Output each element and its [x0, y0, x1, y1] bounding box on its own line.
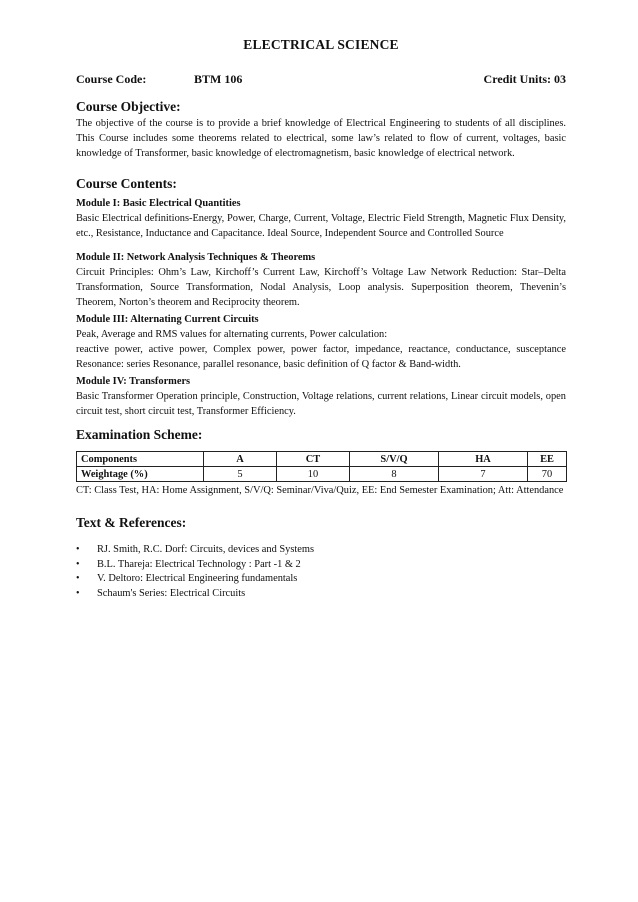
table-header-cell: CT: [277, 452, 350, 467]
table-row: [77, 467, 567, 482]
module-title: Module III: Alternating Current Circuits: [76, 314, 259, 325]
document-title: ELECTRICAL SCIENCE: [243, 37, 399, 52]
table-cell: 70: [528, 467, 567, 482]
module-body: Peak, Average and RMS values for alternating currents, Power calculation:: [76, 329, 388, 340]
table-header-cell: EE: [528, 452, 567, 467]
reference-text: V. Deltoro: Electrical Engineering fundamentals: [97, 573, 298, 585]
exam-heading: Examination Scheme:: [76, 427, 203, 442]
table-header-cell: Components: [77, 452, 204, 467]
table-header-cell: A: [204, 452, 277, 467]
table-header-cell: S/V/Q: [350, 452, 439, 467]
module-body: reactive power, active power, Complex power, power factor, impedance, reactance, conductance, susceptance Resonance: series Resonance, parallel resonance, basic definition of Q factor & Band-width.: [76, 344, 566, 370]
module-title: Module I: Basic Electrical Quantities: [76, 198, 241, 209]
course-code-label: Course Code:: [76, 72, 147, 86]
module-4: [76, 374, 566, 419]
module-title: Module II: Network Analysis Techniques & Theorems: [76, 252, 316, 263]
module-1: [76, 196, 566, 241]
bullet-icon: •: [76, 587, 80, 599]
objective-heading: Course Objective:: [76, 99, 181, 114]
table-cell: 5: [204, 467, 277, 482]
credit-units: Credit Units: 03: [483, 72, 566, 86]
course-code-value: BTM 106: [194, 72, 243, 86]
module-body: Basic Electrical definitions-Energy, Power, Charge, Current, Voltage, Electric Field Strength, Magnetic Flux Density, etc., Resistance, Inductance and Capacitance. Ideal Source, Independent Source and Controlled Source: [76, 213, 566, 239]
list-item: [76, 587, 566, 602]
exam-table: [76, 451, 567, 482]
reference-text: B.L. Thareja: Electrical Technology : Part -1 & 2: [97, 558, 301, 570]
contents-heading: Course Contents:: [76, 176, 177, 191]
table-header-row: [77, 452, 567, 467]
module-3: [76, 312, 566, 372]
reference-text: RJ. Smith, R.C. Dorf: Circuits, devices and Systems: [97, 544, 315, 555]
reference-text: Schaum's Series: Electrical Circuits: [97, 587, 246, 599]
module-body: Circuit Principles: Ohm’s Law, Kirchoff’s Current Law, Kirchoff’s Voltage Law Network Reduction: Star–Delta Transformation, Source Transformation, Nodal Analysis, Loop analysis. Superposition theorem, Thevenin’s Theorem, Norton’s theorem and Reciprocity theorem.: [76, 267, 566, 308]
references-heading: Text & References:: [76, 515, 187, 530]
table-header-cell: HA: [439, 452, 528, 467]
list-item: [76, 543, 566, 558]
exam-legend: CT: Class Test, HA: Home Assignment, S/V/Q: Seminar/Viva/Quiz, EE: End Semester Examination; Att: Attendance: [76, 485, 564, 496]
bullet-icon: •: [76, 558, 80, 570]
objective-text: The objective of the course is to provide a brief knowledge of Electrical Engineering to students of all disciplines. This Course includes some theorems related to electrical, some law’s related to flow of current, voltages, basic knowledge of Transformer, basic knowledge of electromagnetism, basic knowledge of electrical network.: [76, 118, 566, 159]
list-item: [76, 558, 566, 573]
references-list: [76, 543, 566, 601]
table-cell: 7: [439, 467, 528, 482]
table-cell: 10: [277, 467, 350, 482]
bullet-icon: •: [76, 573, 80, 585]
list-item: [76, 572, 566, 587]
bullet-icon: •: [76, 544, 80, 555]
table-cell: Weightage (%): [77, 467, 204, 482]
table-cell: 8: [350, 467, 439, 482]
module-title: Module IV: Transformers: [76, 376, 191, 387]
module-body: Basic Transformer Operation principle, Construction, Voltage relations, current relations, Linear circuit models, open circuit test, short circuit test, Transformer Efficiency.: [76, 391, 566, 417]
module-2: [76, 250, 566, 310]
